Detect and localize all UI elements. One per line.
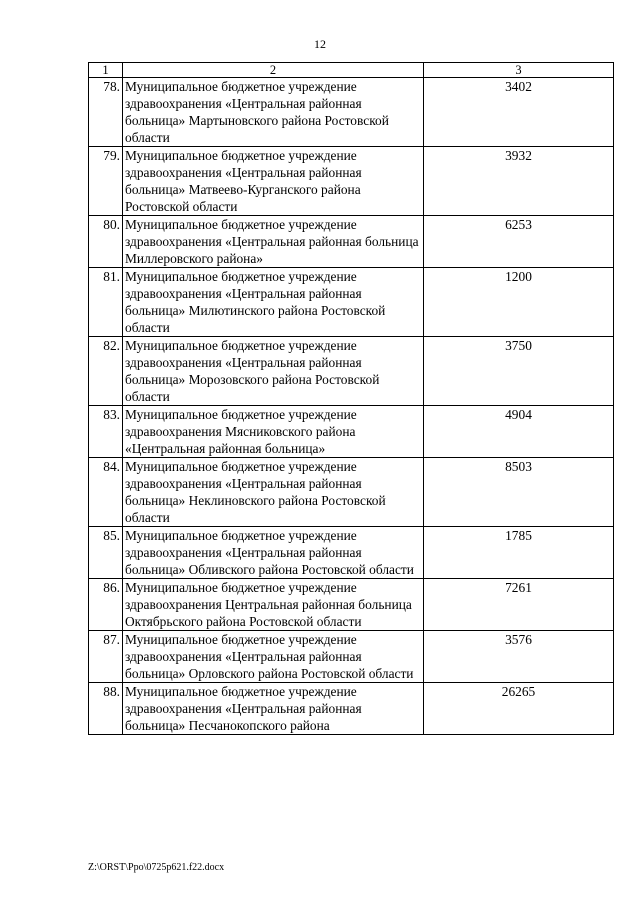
table-row: [89, 78, 614, 147]
row-value: 1200: [424, 268, 614, 337]
institution-name: Муниципальное бюджетное учреждение здравоохранения «Центральная районная больница» Обливского района Ростовской области: [123, 527, 424, 579]
row-number: 87.: [89, 631, 123, 683]
row-number: 82.: [89, 337, 123, 406]
institution-name: Муниципальное бюджетное учреждение здравоохранения «Центральная районная больница» Песчанокопского района: [123, 683, 424, 735]
row-value: 7261: [424, 579, 614, 631]
row-value: 4904: [424, 406, 614, 458]
column-header-2: 2: [123, 63, 424, 78]
institution-name: Муниципальное бюджетное учреждение здравоохранения «Центральная районная больница» Орловского района Ростовской области: [123, 631, 424, 683]
row-number: 84.: [89, 458, 123, 527]
column-header-3: 3: [424, 63, 614, 78]
institution-name: Муниципальное бюджетное учреждение здравоохранения Центральная районная больница Октябрьского района Ростовской области: [123, 579, 424, 631]
row-value: 8503: [424, 458, 614, 527]
institution-name: Муниципальное бюджетное учреждение здравоохранения Мясниковского района «Центральная районная больница»: [123, 406, 424, 458]
institution-name: Муниципальное бюджетное учреждение здравоохранения «Центральная районная больница» Морозовского района Ростовской области: [123, 337, 424, 406]
row-value: 3576: [424, 631, 614, 683]
institution-name: Муниципальное бюджетное учреждение здравоохранения «Центральная районная больница» Неклиновского района Ростовской области: [123, 458, 424, 527]
row-number: 88.: [89, 683, 123, 735]
hospital-table: [88, 62, 614, 735]
row-value: 1785: [424, 527, 614, 579]
institution-name: Муниципальное бюджетное учреждение здравоохранения «Центральная районная больница» Мартыновского района Ростовской области: [123, 78, 424, 147]
row-value: 3750: [424, 337, 614, 406]
row-number: 83.: [89, 406, 123, 458]
page-number: 12: [314, 37, 326, 51]
institution-name: Муниципальное бюджетное учреждение здравоохранения «Центральная районная больница» Милютинского района Ростовской области: [123, 268, 424, 337]
row-value: 26265: [424, 683, 614, 735]
row-number: 86.: [89, 579, 123, 631]
column-header-1: 1: [89, 63, 123, 78]
table-row: [89, 216, 614, 268]
institution-name: Муниципальное бюджетное учреждение здравоохранения «Центральная районная больница» Матвеево-Курганского района Ростовской области: [123, 147, 424, 216]
row-number: 80.: [89, 216, 123, 268]
row-value: 3932: [424, 147, 614, 216]
row-value: 3402: [424, 78, 614, 147]
table-row: [89, 147, 614, 216]
row-number: 81.: [89, 268, 123, 337]
row-number: 85.: [89, 527, 123, 579]
table-row: [89, 527, 614, 579]
row-number: 78.: [89, 78, 123, 147]
table-row: [89, 406, 614, 458]
institution-name: Муниципальное бюджетное учреждение здравоохранения «Центральная районная больница Миллеровского района»: [123, 216, 424, 268]
table-row: [89, 337, 614, 406]
table-row: [89, 683, 614, 735]
table-row: [89, 458, 614, 527]
footer-file-path: Z:\ORST\Ppo\0725p621.f22.docx: [88, 862, 225, 873]
row-number: 79.: [89, 147, 123, 216]
row-value: 6253: [424, 216, 614, 268]
table-row: [89, 579, 614, 631]
table-row: [89, 631, 614, 683]
table-header-row: [89, 63, 614, 78]
table-row: [89, 268, 614, 337]
